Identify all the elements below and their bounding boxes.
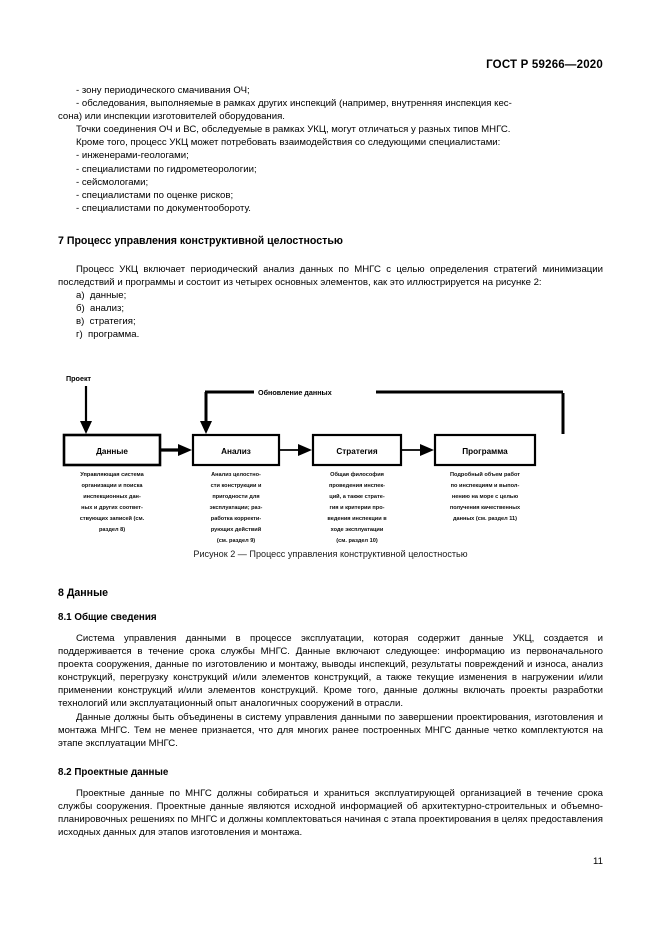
section-8-1-heading: 8.1 Общие сведения <box>58 612 157 623</box>
svg-text:организации и поиска: организации и поиска <box>81 483 143 489</box>
input-label: Проект <box>66 374 92 383</box>
paragraph: Проектные данные по МНГС должны собираться и храниться эксплуатирующей организацией в течение срока службы сооружения. Проектные данные являются исходной информацией об архитектурно-строительных и объемно-планировочных решениях по МНГС и должны комплектоваться начиная с этапа проектирования в целях предоставления исходных данных для этапов изготовления и монтажа. <box>58 788 603 839</box>
top-bullet-list <box>58 84 603 215</box>
document-header-standard-number: ГОСТ Р 59266—2020 <box>486 59 603 71</box>
svg-text:ведения инспекции в: ведения инспекции в <box>327 516 387 522</box>
feedback-arrowhead <box>200 421 212 434</box>
svg-text:работка корректи-: работка корректи- <box>210 516 262 522</box>
svg-text:ций, а также страте-: ций, а также страте- <box>329 494 385 500</box>
list-item: б) анализ; <box>76 303 125 315</box>
connector-arrowhead <box>420 444 434 456</box>
svg-text:инспекционных дан-: инспекционных дан- <box>83 494 141 500</box>
section-8-heading: 8 Данные <box>58 587 109 599</box>
list-item-continuation: сона) или инспекции изготовителей оборудования. <box>58 111 285 123</box>
svg-text:Подробный объем работ: Подробный объем работ <box>450 472 520 478</box>
section-8-1-body <box>58 632 603 750</box>
process-box-data-caption <box>80 472 145 533</box>
svg-text:данных (см. раздел 11): данных (см. раздел 11) <box>452 516 518 522</box>
list-item: г) программа. <box>76 329 140 341</box>
process-box-strategy-caption <box>327 471 387 544</box>
svg-text:проведения инспек-: проведения инспек- <box>328 483 386 489</box>
list-item: - зону периодического смачивания ОЧ; <box>76 85 250 96</box>
svg-text:пригодности для: пригодности для <box>212 494 260 500</box>
list-item: - специалистами по гидрометеорологии; <box>76 163 257 175</box>
svg-text:по инспекциям и выпол-: по инспекциям и выпол- <box>450 483 520 489</box>
paragraph: Система управления данными в процессе эксплуатации, которая содержит данные УКЦ, создается и поддерживается в течение срока службы МНГС. Данные включают следующее: информацию из первоначального проекта сооружения, данные по изготовлению и монтажу, выводы инспекций, результаты повреждений и износа, анализ конструкций, перегрузку конструкций и/или элементов конструкций, а также текущие изменения в нагружении и/или применении конструкций и/или элементов конструкций. Кроме того, данные должны включать проекты разработки технологий или эксплуатационный опыт аналогичных сооружений в отрасли. <box>58 633 603 710</box>
svg-text:гия и критерии про-: гия и критерии про- <box>329 505 385 511</box>
list-item: - специалистами по оценке рисков; <box>76 189 234 201</box>
connector-arrowhead <box>298 444 312 456</box>
feedback-loop-path <box>205 392 563 434</box>
svg-text:ных и других соответ-: ных и других соответ- <box>81 505 143 511</box>
list-item: - специалистами по документообороту. <box>76 202 251 214</box>
feedback-label: Обновление данных <box>258 388 332 397</box>
figure-2-svg <box>58 372 603 557</box>
list-item: - инженерами-геологами; <box>76 150 189 162</box>
svg-text:(см. раздел 9): (см. раздел 9) <box>216 538 256 544</box>
svg-text:Управляющая система: Управляющая система <box>80 472 144 478</box>
figure-2-caption: Рисунок 2 — Процесс управления конструктивной целостностью <box>193 549 468 559</box>
list-item: а) данные; <box>76 290 127 302</box>
svg-text:сти конструкции и: сти конструкции и <box>210 483 262 489</box>
svg-text:ствующих записей (см.: ствующих записей (см. <box>79 516 145 522</box>
paragraph: Точки соединения ОЧ и ВС, обследуемые в рамках УКЦ, могут отличаться у разных типов МНГС. <box>76 124 511 136</box>
process-box-program-caption <box>450 471 521 522</box>
list-item: в) стратегия; <box>76 316 136 328</box>
svg-text:(см. раздел 10): (см. раздел 10) <box>336 538 378 544</box>
svg-text:раздел 8): раздел 8) <box>98 527 126 533</box>
paragraph: Процесс УКЦ включает периодический анализ данных по МНГС с целью определения стратегий минимизации последствий и программы и состоит из четырех основных элементов, как это иллюстрируется на рисунке 2: <box>58 264 603 289</box>
process-box-analysis-caption <box>210 472 263 544</box>
page-number: 11 <box>593 856 603 867</box>
process-box-data-title: Данные <box>96 447 128 456</box>
paragraph: Кроме того, процесс УКЦ может потребовать взаимодействия со следующими специалистами: <box>76 137 501 149</box>
svg-text:ходе эксплуатации: ходе эксплуатации <box>330 527 384 533</box>
svg-text:нению на море с целью: нению на море с целью <box>451 494 519 500</box>
section-8-2-heading: 8.2 Проектные данные <box>58 767 169 778</box>
process-box-program-title: Программа <box>462 447 508 456</box>
svg-text:Анализ целостно-: Анализ целостно- <box>211 472 261 478</box>
svg-text:Общая философия: Общая философия <box>330 472 384 478</box>
section-8-2-body <box>58 787 603 839</box>
input-arrowhead <box>80 421 92 434</box>
process-box-analysis-title: Анализ <box>221 447 251 456</box>
paragraph: Данные должны быть объединены в систему управления данными по завершении проектирования, изготовления и монтажа МНГС. Тем не менее признается, что для многих ранее построенных МНГС данные четко комплектуются на этапе эксплуатации МНГС. <box>58 711 603 749</box>
section-7-heading: 7 Процесс управления конструктивной целостностью <box>58 235 343 247</box>
list-item: - сейсмологами; <box>76 176 149 188</box>
connector-arrowhead <box>178 444 192 456</box>
svg-text:эксплуатации; раз-: эксплуатации; раз- <box>209 505 263 511</box>
list-item: - обследования, выполняемые в рамках других инспекций (например, внутренняя инспекция кес- <box>76 98 512 110</box>
figure-2-process-diagram <box>58 372 603 562</box>
svg-text:получения качественных: получения качественных <box>449 505 521 511</box>
section-7-body <box>58 263 603 342</box>
process-box-strategy-title: Стратегия <box>336 447 378 456</box>
svg-text:рующих действий: рующих действий <box>210 527 262 533</box>
